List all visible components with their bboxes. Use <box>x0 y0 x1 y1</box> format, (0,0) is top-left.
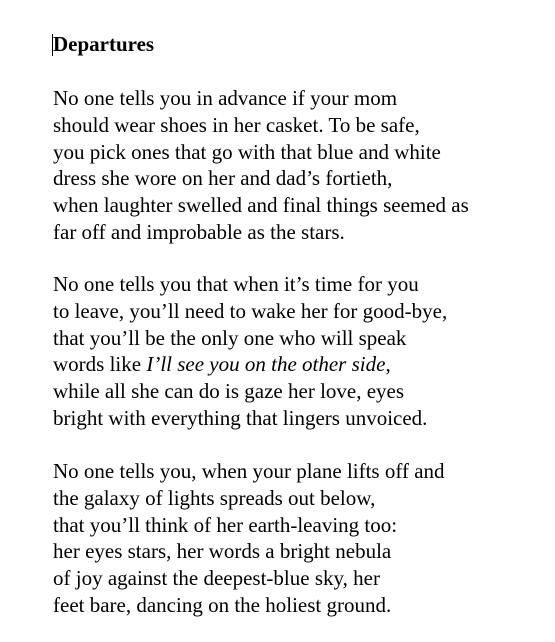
poem-line-with-italic <box>53 351 447 378</box>
poem-line: to leave, you’ll need to wake her for good-bye, <box>53 298 448 323</box>
poem-line: when laughter swelled and final things seemed as <box>53 193 469 218</box>
poem-line: you pick ones that go with that blue and white <box>53 139 441 164</box>
stanza-1 <box>53 85 469 246</box>
poem-line: bright with everything that lingers unvoiced. <box>53 405 428 430</box>
poem-line: that you’ll think of her earth-leaving too: <box>53 512 398 537</box>
poem-line: dress she wore on her and dad’s fortieth, <box>53 166 393 191</box>
poem-line: the galaxy of lights spreads out below, <box>53 485 376 510</box>
line-text-before: words like <box>53 352 147 377</box>
stanza-3 <box>53 458 445 619</box>
poem-line: while all she can do is gaze her love, eyes <box>53 379 405 404</box>
poem-line: that you’ll be the only one who will speak <box>53 325 407 350</box>
poem-line: No one tells you, when your plane lifts off and <box>53 459 445 483</box>
poem-line: No one tells you that when it’s time for you <box>53 272 419 296</box>
poem-line: feet bare, dancing on the holiest ground. <box>53 592 392 617</box>
poem-line: should wear shoes in her casket. To be safe, <box>53 112 420 137</box>
poem-title: Departures <box>53 32 155 56</box>
line-text-after: , <box>385 352 391 377</box>
poem-line: far off and improbable as the stars. <box>53 219 345 244</box>
poem-line: her eyes stars, her words a bright nebula <box>53 539 392 564</box>
stanza-2 <box>53 271 447 432</box>
poem-line: of joy against the deepest-blue sky, her <box>53 566 380 591</box>
poem-line: No one tells you in advance if your mom <box>53 86 398 110</box>
italic-phrase: I’ll see you on the other side <box>146 352 386 377</box>
